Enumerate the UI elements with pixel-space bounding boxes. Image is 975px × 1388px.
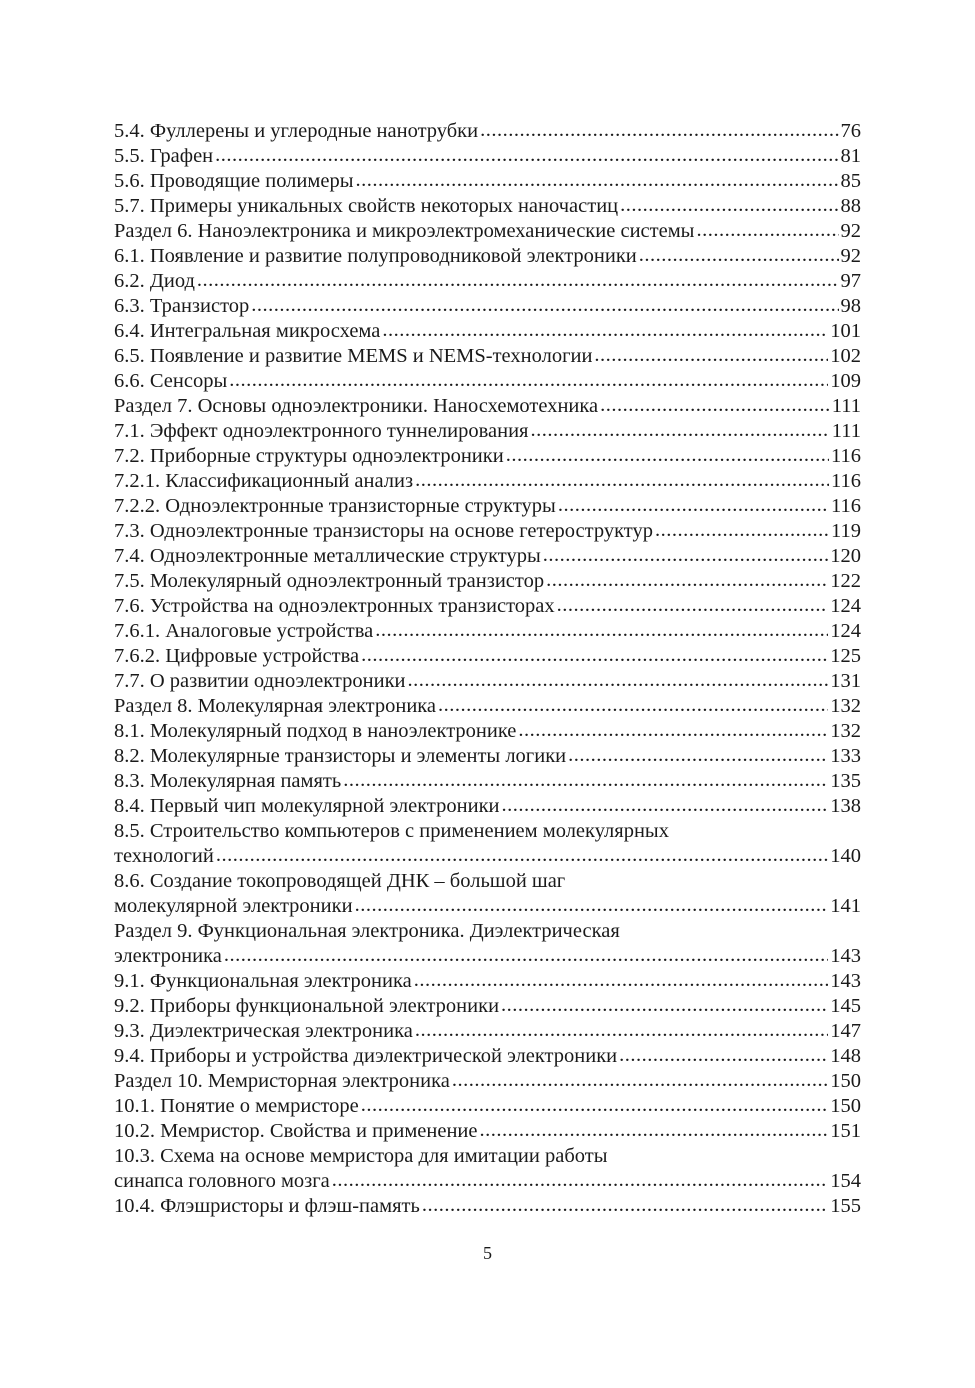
toc-entry-continuation <box>114 894 861 919</box>
toc-entry-title: 5.4. Фуллерены и углеродные нанотрубки <box>114 120 479 142</box>
toc-entry-title: 5.6. Проводящие полимеры <box>114 170 354 192</box>
dot-leader <box>332 1168 828 1193</box>
toc-entry <box>114 319 861 344</box>
toc-entry-page: 101 <box>830 320 861 342</box>
toc-entry-continuation <box>114 1169 861 1194</box>
toc-entry <box>114 1119 861 1144</box>
toc-entry-title: 7.6.2. Цифровые устройства <box>114 645 360 667</box>
toc-entry <box>114 444 861 469</box>
toc-entry-title: 6.6. Сенсоры <box>114 370 228 392</box>
dot-leader <box>620 193 838 218</box>
dot-leader <box>696 218 838 243</box>
toc-entry-page: 150 <box>830 1095 861 1117</box>
toc-entry-page: 154 <box>830 1170 861 1192</box>
toc-entry <box>114 1069 861 1094</box>
dot-leader <box>355 893 829 918</box>
dot-leader <box>414 968 829 993</box>
toc-entry <box>114 344 861 369</box>
dot-leader <box>518 718 828 743</box>
dot-leader <box>530 418 829 443</box>
dot-leader <box>197 268 839 293</box>
toc-entry-title: 6.5. Появление и развитие MEMS и NEMS-технологии <box>114 345 593 367</box>
dot-leader <box>558 493 829 518</box>
toc-entry-title: 7.6. Устройства на одноэлектронных транзисторах <box>114 595 555 617</box>
toc-entry-title: 8.3. Молекулярная память <box>114 770 342 792</box>
dot-leader <box>438 693 828 718</box>
toc-entry-title: 10.1. Понятие о мемристоре <box>114 1095 359 1117</box>
toc-entry <box>114 594 861 619</box>
toc-entry-page: 147 <box>830 1020 861 1042</box>
toc-entry <box>114 1194 861 1219</box>
toc-entry-page: 81 <box>840 145 861 167</box>
toc-entry <box>114 469 861 494</box>
toc-entry-page: 109 <box>830 370 861 392</box>
dot-leader <box>506 443 829 468</box>
dot-leader <box>215 143 838 168</box>
toc-entry-title: 7.3. Одноэлектронные транзисторы на основе гетероструктур <box>114 520 653 542</box>
toc-entry-title: 9.4. Приборы и устройства диэлектрической электроники <box>114 1045 618 1067</box>
toc-entry <box>114 119 861 144</box>
toc-entry <box>114 969 861 994</box>
toc-entry-page: 116 <box>831 470 861 492</box>
toc-entry <box>114 794 861 819</box>
toc-entry-title-continued: синапса головного мозга <box>114 1170 330 1192</box>
toc-entry <box>114 769 861 794</box>
toc-entry-title: 7.4. Одноэлектронные металлические структуры <box>114 545 541 567</box>
toc-entry-title: 5.5. Графен <box>114 145 214 167</box>
toc-entry-page: 116 <box>831 445 861 467</box>
toc-entry <box>114 1044 861 1069</box>
dot-leader <box>408 668 829 693</box>
dot-leader <box>415 468 829 493</box>
dot-leader <box>655 518 829 543</box>
toc-entry-page: 143 <box>830 945 861 967</box>
toc-entry-title: 7.1. Эффект одноэлектронного туннелирования <box>114 420 529 442</box>
toc-entry-continuation <box>114 944 861 969</box>
toc-entry <box>114 619 861 644</box>
toc-entry-title: Раздел 6. Наноэлектроника и микроэлектромеханические системы <box>114 220 695 242</box>
toc-entry <box>114 244 861 269</box>
toc-entry-page: 92 <box>840 220 861 242</box>
toc-entry-title: 7.2. Приборные структуры одноэлектроники <box>114 445 504 467</box>
dot-leader <box>343 768 828 793</box>
table-of-contents <box>114 119 861 1219</box>
toc-entry-page: 125 <box>830 645 861 667</box>
toc-entry-page: 102 <box>830 345 861 367</box>
toc-entry-title: 8.2. Молекулярные транзисторы и элементы логики <box>114 745 567 767</box>
dot-leader <box>480 118 838 143</box>
toc-entry <box>114 394 861 419</box>
toc-entry-page: 150 <box>830 1070 861 1092</box>
toc-entry-title-continued: молекулярной электроники <box>114 895 353 917</box>
toc-entry-title: 7.5. Молекулярный одноэлектронный транзистор <box>114 570 545 592</box>
toc-entry-page: 76 <box>840 120 861 142</box>
toc-entry-page: 111 <box>831 420 861 442</box>
dot-leader <box>415 1018 828 1043</box>
dot-leader <box>216 843 828 868</box>
dot-leader <box>251 293 838 318</box>
toc-entry-page: 116 <box>831 495 861 517</box>
toc-entry-title: Раздел 7. Основы одноэлектроники. Наносхемотехника <box>114 395 599 417</box>
toc-entry-title: 10.2. Мемристор. Свойства и применение <box>114 1120 478 1142</box>
toc-entry-page: 138 <box>830 795 861 817</box>
toc-entry-page: 124 <box>830 595 861 617</box>
toc-entry <box>114 169 861 194</box>
dot-leader <box>600 393 830 418</box>
dot-leader <box>375 618 828 643</box>
toc-entry <box>114 269 861 294</box>
toc-entry <box>114 219 861 244</box>
toc-entry-title: 9.1. Функциональная электроника <box>114 970 412 992</box>
dot-leader <box>452 1068 828 1093</box>
page-number: 5 <box>483 1243 492 1263</box>
toc-entry-page: 151 <box>830 1120 861 1142</box>
toc-entry-title: 10.3. Схема на основе мемристора для имитации работы <box>114 1145 608 1167</box>
toc-entry <box>114 694 861 719</box>
toc-entry-page: 98 <box>840 295 861 317</box>
toc-entry-page: 85 <box>840 170 861 192</box>
dot-leader <box>543 543 828 568</box>
toc-entry <box>114 669 861 694</box>
toc-entry-page: 155 <box>830 1195 861 1217</box>
toc-entry <box>114 519 861 544</box>
dot-leader <box>594 343 828 368</box>
toc-entry-title: 8.6. Создание токопроводящей ДНК – большой шаг <box>114 870 566 892</box>
toc-entry-title: Раздел 10. Мемристорная электроника <box>114 1070 450 1092</box>
toc-entry-title: 5.7. Примеры уникальных свойств некоторых наночастиц <box>114 195 619 217</box>
toc-entry <box>114 544 861 569</box>
toc-entry <box>114 569 861 594</box>
toc-entry-title: 6.2. Диод <box>114 270 195 292</box>
dot-leader <box>501 993 828 1018</box>
toc-entry-page: 97 <box>840 270 861 292</box>
toc-entry <box>114 369 861 394</box>
toc-entry-title: 9.3. Диэлектрическая электроника <box>114 1020 413 1042</box>
toc-entry-title: Раздел 9. Функциональная электроника. Диэлектрическая <box>114 920 620 942</box>
toc-entry-title: 6.1. Появление и развитие полупроводниковой электроники <box>114 245 637 267</box>
toc-entry-page: 124 <box>830 620 861 642</box>
toc-entry-page: 145 <box>830 995 861 1017</box>
toc-entry-page: 135 <box>830 770 861 792</box>
toc-entry <box>114 144 861 169</box>
dot-leader <box>382 318 828 343</box>
toc-entry-page: 140 <box>830 845 861 867</box>
toc-entry-page: 148 <box>830 1045 861 1067</box>
dot-leader <box>355 168 838 193</box>
toc-entry <box>114 1094 861 1119</box>
toc-entry-title: 7.2.1. Классификационный анализ <box>114 470 414 492</box>
dot-leader <box>480 1118 829 1143</box>
toc-entry-page: 111 <box>831 395 861 417</box>
dot-leader <box>546 568 828 593</box>
toc-entry <box>114 819 861 844</box>
toc-entry-title-continued: электроника <box>114 945 222 967</box>
toc-entry-title: 7.7. О развитии одноэлектроники <box>114 670 406 692</box>
toc-entry <box>114 494 861 519</box>
toc-entry <box>114 919 861 944</box>
toc-entry-title-continued: технологий <box>114 845 214 867</box>
dot-leader <box>422 1193 828 1218</box>
toc-entry <box>114 1144 861 1169</box>
toc-entry-title: 7.2.2. Одноэлектронные транзисторные структуры <box>114 495 556 517</box>
toc-entry-continuation <box>114 844 861 869</box>
toc-entry-page: 132 <box>830 720 861 742</box>
toc-entry <box>114 644 861 669</box>
toc-entry-page: 131 <box>830 670 861 692</box>
dot-leader <box>361 643 828 668</box>
toc-entry-title: 8.4. Первый чип молекулярной электроники <box>114 795 500 817</box>
toc-entry-page: 88 <box>840 195 861 217</box>
toc-entry-page: 141 <box>830 895 861 917</box>
dot-leader <box>502 793 829 818</box>
toc-entry-page: 120 <box>830 545 861 567</box>
toc-entry-page: 92 <box>840 245 861 267</box>
dot-leader <box>619 1043 828 1068</box>
toc-entry-title: 8.1. Молекулярный подход в наноэлектронике <box>114 720 517 742</box>
dot-leader <box>229 368 828 393</box>
toc-entry <box>114 1019 861 1044</box>
toc-entry-page: 143 <box>830 970 861 992</box>
dot-leader <box>568 743 828 768</box>
toc-entry-title: 6.4. Интегральная микросхема <box>114 320 381 342</box>
toc-entry-page: 132 <box>830 695 861 717</box>
toc-entry-page: 119 <box>831 520 861 542</box>
dot-leader <box>639 243 839 268</box>
toc-entry-page: 133 <box>830 745 861 767</box>
toc-entry <box>114 869 861 894</box>
dot-leader <box>224 943 828 968</box>
toc-entry-title: 10.4. Флэшристоры и флэш-память <box>114 1195 420 1217</box>
dot-leader <box>557 593 829 618</box>
toc-entry-title: 7.6.1. Аналоговые устройства <box>114 620 374 642</box>
toc-entry <box>114 294 861 319</box>
toc-entry-title: 6.3. Транзистор <box>114 295 250 317</box>
toc-entry <box>114 419 861 444</box>
toc-entry-page: 122 <box>830 570 861 592</box>
toc-entry-title: 9.2. Приборы функциональной электроники <box>114 995 500 1017</box>
toc-entry <box>114 994 861 1019</box>
dot-leader <box>361 1093 828 1118</box>
toc-entry-title: 8.5. Строительство компьютеров с применением молекулярных <box>114 820 669 842</box>
toc-entry <box>114 719 861 744</box>
toc-entry-title: Раздел 8. Молекулярная электроника <box>114 695 437 717</box>
toc-entry <box>114 744 861 769</box>
toc-entry <box>114 194 861 219</box>
